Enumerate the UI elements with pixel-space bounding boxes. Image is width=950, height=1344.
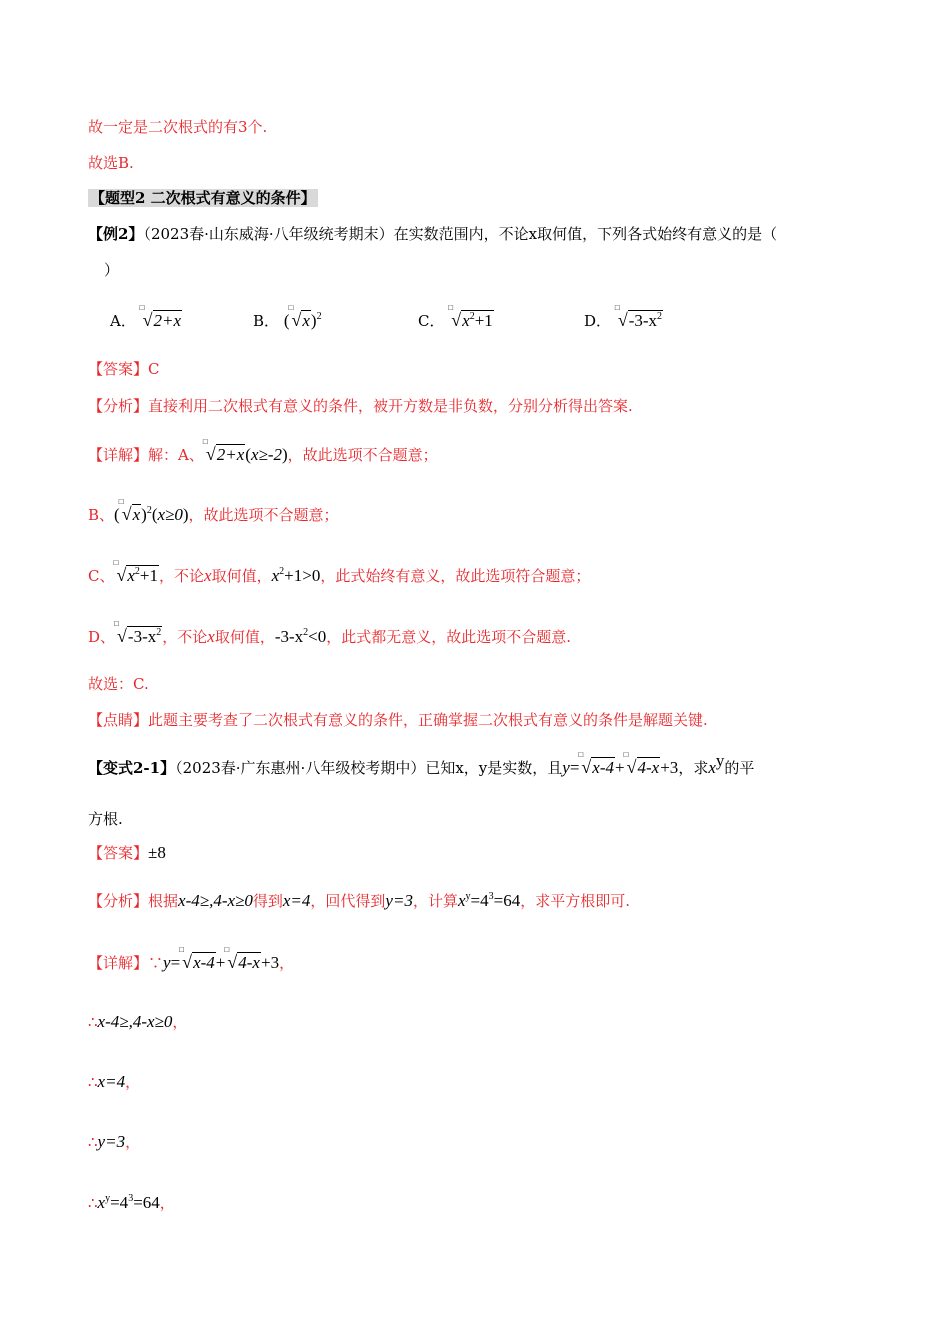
detail-c-text1: ，不论 — [159, 567, 205, 585]
example-label: 【例2】 — [88, 225, 144, 243]
variant-q3: 的平 — [724, 759, 755, 777]
answer-tag: 【答案】 — [88, 360, 149, 378]
radical-icon: √ — [205, 444, 216, 464]
radical-icon: √ — [291, 310, 302, 330]
variant-analysis-m1: x-4≥,4-x≥0 — [178, 891, 253, 910]
radical-index-icon: □ — [614, 303, 620, 312]
detail-d-ineq-pow: 2 — [303, 627, 309, 638]
variant-detail-step-4 — [88, 1132, 140, 1152]
option-c-tail: +1 — [474, 311, 493, 330]
radical-index-icon: □ — [114, 619, 119, 628]
radical-index-icon: □ — [224, 945, 230, 954]
detail-tag: 【详解】 — [88, 446, 149, 464]
variant-q-plus: + — [615, 758, 625, 777]
detail-b-power: 2 — [146, 505, 152, 516]
radical-icon: √ — [581, 757, 592, 777]
variant-q-tail: +3 — [660, 758, 679, 777]
detail-d-radical — [114, 619, 162, 647]
example-analysis — [88, 396, 633, 416]
detail-b-text: ，故此选项不合题意； — [188, 506, 339, 524]
variant-q-radical-2 — [623, 750, 661, 778]
variant-q-pow: y — [715, 751, 725, 770]
step2-end: ， — [172, 1013, 188, 1031]
variant-q-y: y — [562, 758, 570, 777]
variant-detail-step-2 — [88, 1012, 187, 1032]
example-question — [88, 224, 777, 244]
option-b-radical — [288, 303, 310, 331]
option-a-radical — [139, 303, 182, 331]
step1-end: ， — [279, 954, 295, 972]
detail-b-intro: B、 — [88, 506, 115, 524]
step1-plus: + — [215, 953, 226, 972]
variant-question-cont: 方根. — [88, 810, 123, 828]
variant-answer-value: ±8 — [148, 843, 166, 862]
detail-d-ineq-post: <0 — [308, 627, 327, 646]
step1-r1: x-4 — [193, 953, 215, 972]
option-a — [110, 303, 182, 331]
variant-detail-step-1 — [88, 945, 295, 973]
analysis-text: 直接利用二次根式有意义的条件，被开方数是非负数，分别分析得出答案. — [148, 397, 633, 415]
therefore-icon: ∴ — [88, 1194, 98, 1212]
detail-d-power: 2 — [156, 627, 162, 638]
step1-y: y — [163, 953, 171, 972]
detail-a-radical — [202, 437, 245, 465]
variant-analysis-1: 根据 — [148, 892, 179, 910]
section-heading-text: 【题型2 二次根式有意义的条件】 — [90, 189, 316, 207]
option-c-radical — [448, 303, 494, 331]
radical-icon: √ — [617, 310, 628, 330]
option-b-expr: x — [302, 311, 310, 330]
variant-analysis — [88, 891, 630, 911]
radical-index-icon: □ — [179, 945, 185, 954]
radical-icon: √ — [451, 310, 462, 330]
variant-analysis-tag: 【分析】 — [88, 892, 149, 910]
detail-c-expr: x — [127, 566, 135, 585]
conclusion-line-1: 故一定是二次根式的有3个. — [88, 118, 268, 136]
option-c-label: C． — [418, 312, 445, 330]
detail-b: B、( □ √x)$^2$(x≥0)，故此选项不合题意； — [88, 497, 339, 524]
detail-c-intro: C、 — [88, 567, 115, 585]
step1-eq: = — [170, 953, 181, 972]
radical-icon: √ — [117, 626, 127, 646]
comment-tag: 【点睛】 — [88, 711, 149, 729]
example-source: （2023春·山东威海·八年级统考期末） — [143, 225, 394, 243]
detail-b-expr: x — [132, 505, 141, 524]
option-d-power: 2 — [657, 311, 663, 322]
option-c-expr: x — [462, 311, 470, 330]
detail-c-radical — [113, 558, 159, 586]
detail-d-text2: 取何值， — [214, 628, 275, 646]
radical-icon: √ — [227, 952, 238, 972]
example-answer — [88, 359, 160, 379]
detail-c-var: x — [204, 566, 212, 585]
option-c-power: 2 — [469, 311, 475, 322]
radical-icon: √ — [142, 310, 153, 330]
variant-q-x: x — [708, 758, 716, 777]
radical-index-icon: □ — [139, 303, 145, 312]
detail-c-ineq-post: +1>0 — [284, 566, 321, 585]
step2-expr: x-4≥,4-x≥0 — [97, 1012, 173, 1031]
step1-radical-2 — [224, 945, 261, 973]
variant-detail-step-5 — [88, 1193, 175, 1213]
detail-d-text3: ，此式都无意义，故此选项不合题意. — [326, 628, 572, 646]
detail-b-cond: x≥0 — [157, 505, 183, 524]
example-question-text: 在实数范围内，不论x取何值，下列各式始终有意义的是（ — [393, 225, 778, 243]
variant-answer — [88, 843, 166, 863]
variant-analysis-m2: x=4 — [282, 891, 311, 910]
radical-index-icon: □ — [118, 497, 124, 506]
radical-icon: √ — [121, 504, 132, 524]
variant-q-eq: = — [569, 758, 580, 777]
variant-analysis-m4-end: =64 — [493, 891, 521, 910]
step4-expr: y=3 — [97, 1132, 126, 1151]
option-d-expr: -3-x — [628, 311, 658, 330]
detail-a: 【详解】解：A、 □ √2+x(x≥-2)，故此选项不合题意； — [88, 437, 438, 464]
step5-mid: =4 — [110, 1193, 129, 1212]
conclusion-line-2: 故选B. — [88, 154, 134, 172]
answer-value: C — [148, 360, 160, 378]
example-question-end: ） — [104, 261, 120, 279]
example-comment — [88, 710, 708, 730]
step4-end: ， — [125, 1133, 141, 1151]
example-choose: 故选：C. — [88, 675, 149, 693]
step5-pow: y — [105, 1193, 111, 1204]
option-b-power: 2 — [316, 311, 322, 322]
detail-c-tail: +1 — [139, 566, 159, 585]
variant-analysis-5: ，求平方根即可. — [520, 892, 630, 910]
therefore-icon: ∴ — [88, 1013, 98, 1031]
detail-c-ineq-pre: x — [271, 566, 280, 585]
option-b-label: B． — [253, 312, 280, 330]
variant-q-r1: x-4 — [592, 758, 615, 777]
radical-index-icon: □ — [202, 437, 208, 446]
variant-q-radical-1 — [578, 750, 615, 778]
because-icon: ∵ — [148, 954, 164, 972]
radical-index-icon: □ — [623, 750, 629, 759]
variant-question — [88, 750, 755, 778]
analysis-tag: 【分析】 — [88, 397, 149, 415]
detail-c — [88, 558, 591, 586]
option-a-label: A． — [110, 312, 136, 330]
detail-c-power: 2 — [134, 566, 140, 577]
radical-index-icon: □ — [578, 750, 584, 759]
variant-analysis-m4-mid: =4 — [470, 891, 489, 910]
step3-expr: x=4 — [97, 1072, 126, 1091]
radical-icon: √ — [626, 757, 637, 777]
variant-analysis-2: 得到 — [252, 892, 283, 910]
detail-a-text: ，故此选项不合题意； — [287, 446, 438, 464]
option-d — [584, 303, 663, 331]
variant-analysis-3: ，回代得到 — [310, 892, 386, 910]
variant-q-r2: 4-x — [637, 758, 660, 777]
detail-c-ineq-pow: 2 — [279, 566, 285, 577]
variant-source: （2023春·广东惠州·八年级校考期中） — [175, 759, 426, 777]
radical-index-icon: □ — [288, 303, 294, 312]
step1-radical-1 — [179, 945, 216, 973]
radical-index-icon: □ — [113, 558, 119, 567]
variant-answer-tag: 【答案】 — [88, 844, 149, 862]
step5-base: x — [97, 1193, 106, 1212]
step1-r2: 4-x — [238, 953, 260, 972]
variant-detail-step-3 — [88, 1072, 140, 1092]
section-heading — [88, 188, 318, 208]
variant-analysis-m4-pow2: 3 — [488, 891, 494, 902]
detail-c-text3: ，此式始终有意义，故此选项符合题意； — [320, 567, 591, 585]
variant-label: 【变式2-1】 — [88, 759, 176, 777]
detail-d-text1: ，不论 — [162, 628, 208, 646]
radical-index-icon: □ — [448, 303, 454, 312]
detail-d-ineq-pre: -3-x — [274, 627, 304, 646]
step5-punct: ， — [159, 1194, 175, 1212]
therefore-icon: ∴ — [88, 1133, 98, 1151]
step5-end: =64 — [133, 1193, 160, 1212]
option-d-label: D． — [584, 312, 612, 330]
detail-d — [88, 619, 572, 647]
detail-d-var: x — [207, 627, 215, 646]
variant-analysis-m3: y=3 — [385, 891, 413, 910]
variant-analysis-4: ，计算 — [412, 892, 458, 910]
option-b: B． ( □ √x)$^2$ — [253, 303, 322, 330]
step3-end: ， — [125, 1073, 141, 1091]
variant-q1: 已知x，y是实数，且 — [425, 759, 563, 777]
option-d-radical — [614, 303, 663, 331]
variant-analysis-m4-base: x — [457, 891, 466, 910]
radical-icon: √ — [116, 565, 127, 585]
detail-d-expr: -3-x — [127, 627, 157, 646]
variant-analysis-m4-pow: y — [465, 891, 471, 902]
radical-icon: √ — [182, 952, 193, 972]
detail-b-radical — [118, 497, 141, 525]
variant-q2: ，求 — [678, 759, 709, 777]
detail-d-intro: D、 — [88, 628, 116, 646]
detail-a-cond: x≥-2 — [250, 445, 282, 464]
step1-tail: +3 — [260, 953, 280, 972]
step5-pow2: 3 — [128, 1193, 134, 1204]
therefore-icon: ∴ — [88, 1073, 98, 1091]
comment-text: 此题主要考查了二次根式有意义的条件，正确掌握二次根式有意义的条件是解题关键. — [148, 711, 708, 729]
detail-a-expr: 2+x — [216, 445, 245, 464]
variant-detail-tag: 【详解】 — [88, 954, 149, 972]
detail-a-intro: 解：A、 — [148, 446, 204, 464]
option-c — [418, 303, 494, 331]
option-a-expr: 2+x — [153, 311, 182, 330]
detail-c-text2: 取何值， — [211, 567, 272, 585]
